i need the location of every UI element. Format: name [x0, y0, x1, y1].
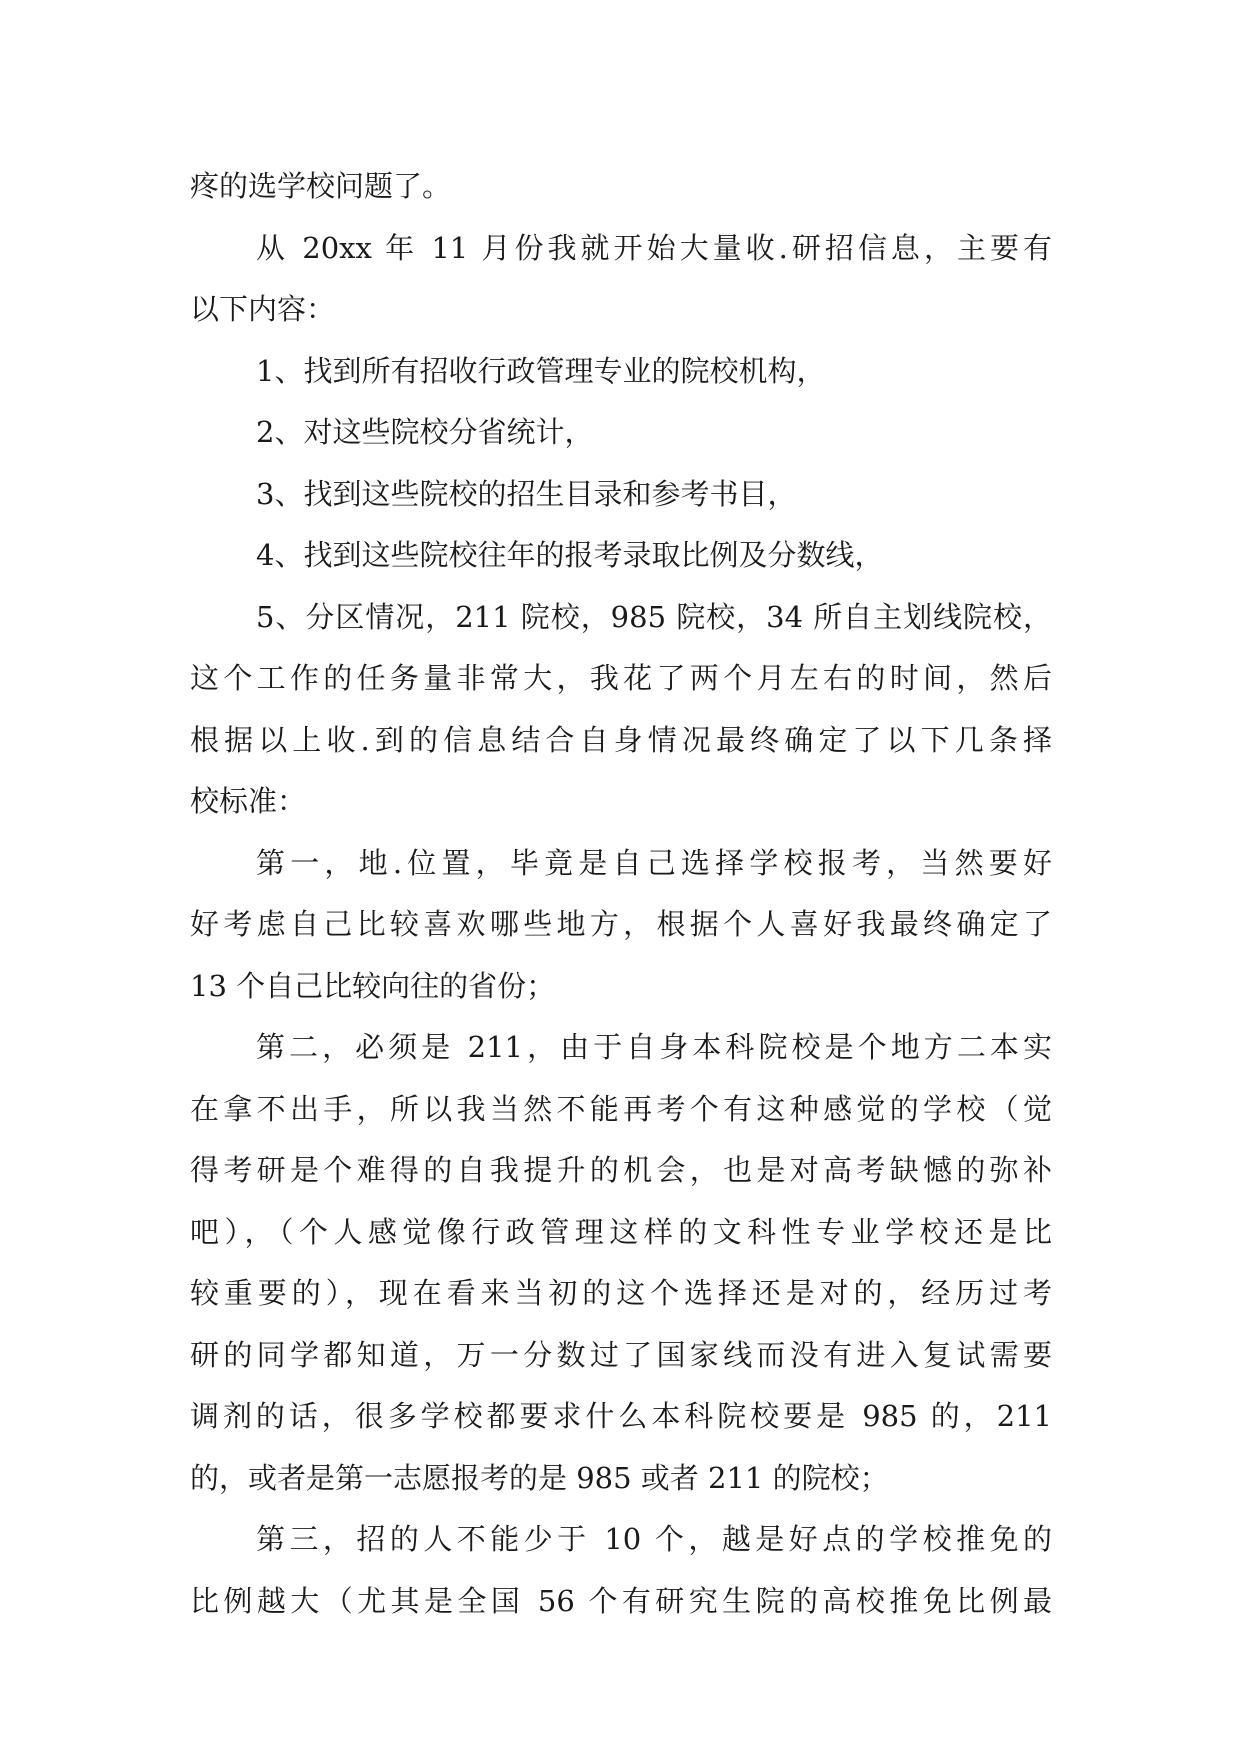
text-line: 得考研是个难得的自我提升的机会，也是对高考缺憾的弥补: [190, 1153, 1052, 1187]
text-line: 吧），（个人感觉像行政管理这样的文科性专业学校还是比: [190, 1214, 1052, 1249]
text-line: 5、分区情况，211 院校，985 院校，34 所自主划线院校，: [256, 599, 1052, 634]
text-line: 根据以上收.到的信息结合自身情况最终确定了以下几条择: [190, 722, 1052, 757]
text-line: 4、找到这些院校往年的报考录取比例及分数线，: [256, 538, 884, 572]
text-line: 的，或者是第一志愿报考的是 985 或者 211 的院校；: [190, 1460, 889, 1495]
text-line: 比例越大（尤其是全国 56 个有研究生院的高校推免比例最: [190, 1583, 1052, 1618]
text-line: 这个工作的任务量非常大，我花了两个月左右的时间，然后: [190, 661, 1052, 695]
text-line: 第二，必须是 211，由于自身本科院校是个地方二本实: [256, 1030, 1052, 1064]
text-line: 13 个自己比较向往的省份；: [190, 968, 556, 1003]
text-line: 校标准：: [190, 784, 307, 818]
text-line: 疼的选学校问题了。: [190, 169, 452, 203]
text-line: 调剂的话，很多学校都要求什么本科院校要是 985 的，211: [190, 1399, 1052, 1433]
text-line: 3、找到这些院校的招生目录和参考书目，: [256, 476, 797, 511]
text-line: 较重要的），现在看来当初的这个选择还是对的，经历过考: [190, 1276, 1052, 1310]
text-line: 在拿不出手，所以我当然不能再考个有这种感觉的学校（觉: [190, 1091, 1052, 1126]
text-line: 第三，招的人不能少于 10 个，越是好点的学校推免的: [256, 1522, 1052, 1556]
text-line: 1、找到所有招收行政管理专业的院校机构，: [256, 353, 826, 388]
text-line: 2、对这些院校分省统计，: [256, 415, 594, 449]
text-line: 研的同学都知道，万一分数过了国家线而没有进入复试需要: [190, 1337, 1052, 1372]
text-line: 从 20xx 年 11 月份我就开始大量收.研招信息，主要有: [256, 230, 1052, 265]
text-line: 第一，地.位置，毕竟是自己选择学校报考，当然要好: [256, 845, 1052, 880]
text-line: 好考虑自己比较喜欢哪些地方，根据个人喜好我最终确定了: [190, 907, 1052, 941]
document-body: [190, 156, 1052, 1632]
text-line: 以下内容：: [190, 292, 336, 326]
